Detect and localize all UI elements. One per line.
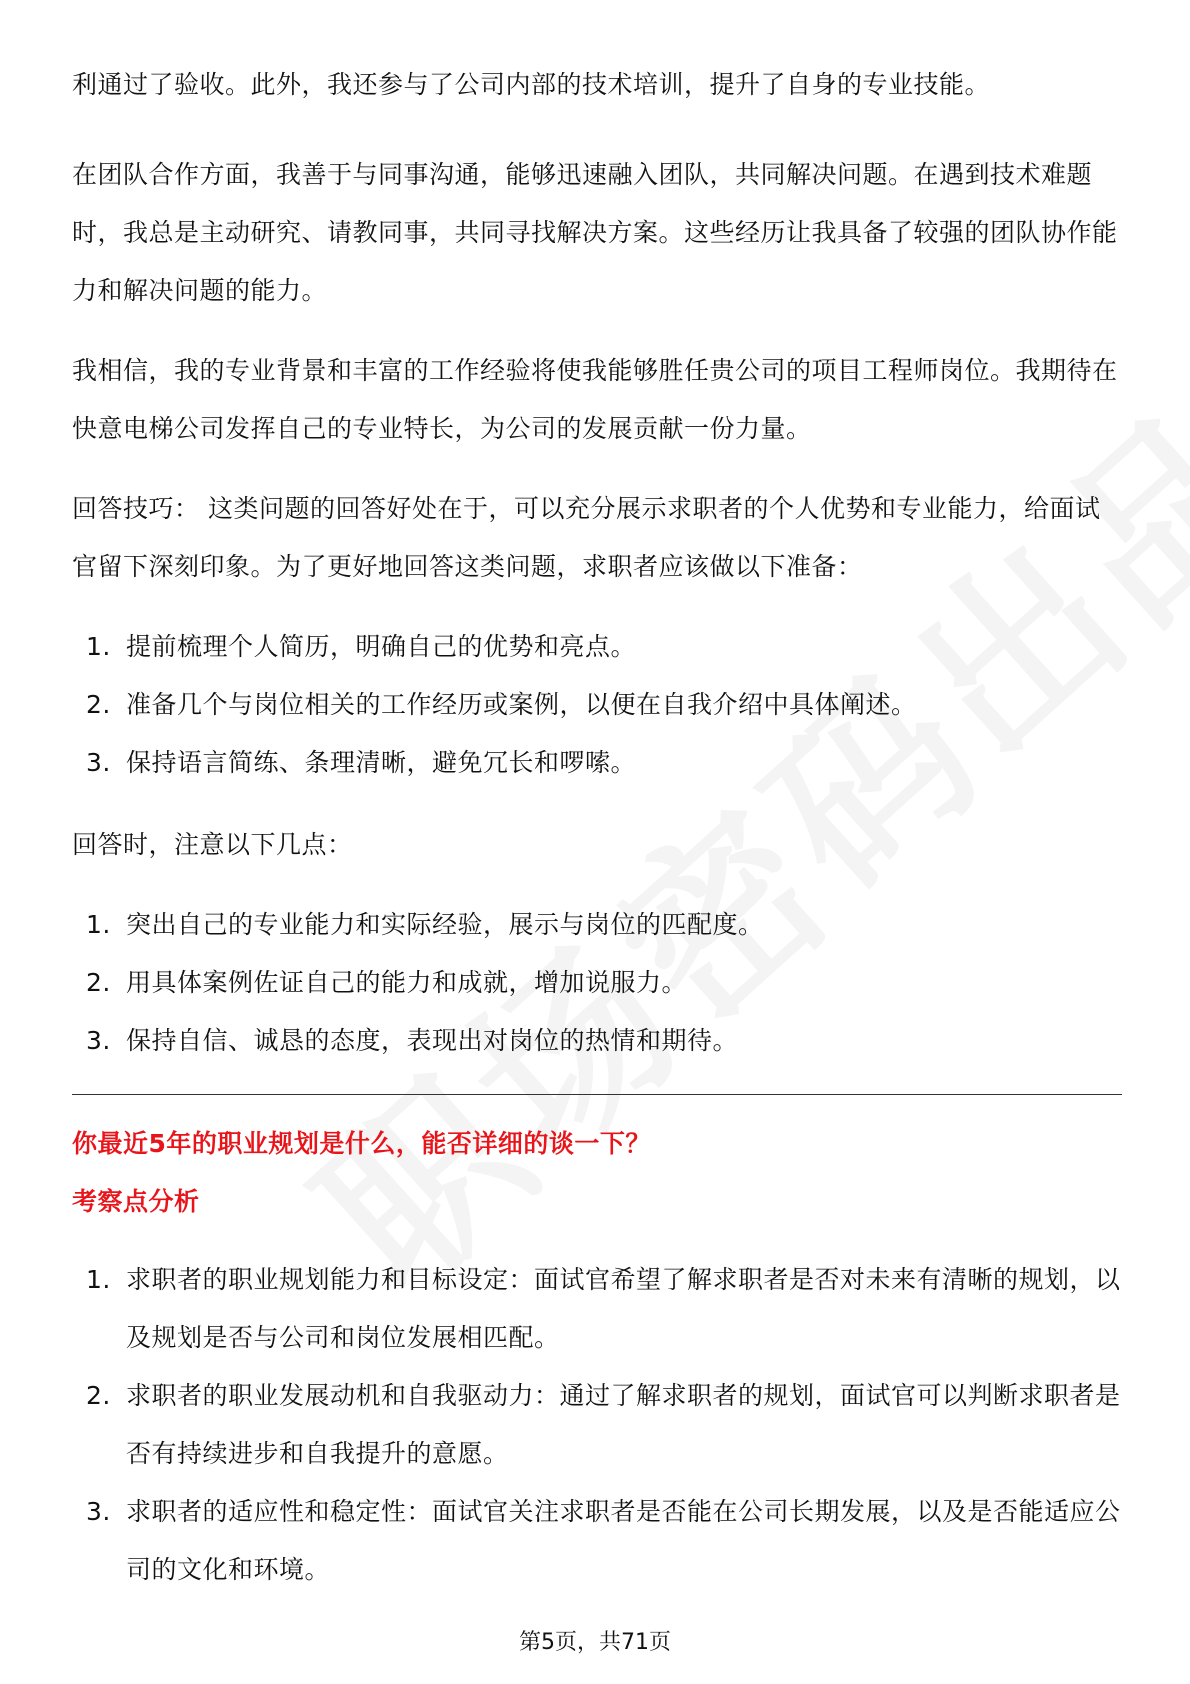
list-item: 3. 保持自信、诚恳的态度，表现出对岗位的热情和期待。: [86, 1026, 739, 1055]
question-title: 你最近5年的职业规划是什么，能否详细的谈一下？: [72, 1129, 651, 1158]
section-divider: [72, 1094, 1122, 1095]
paragraph-confidence: 我相信，我的专业背景和丰富的工作经验将使我能够胜任贵公司的项目工程师岗位。我期待在快意电梯公司发挥自己的专业特长，为公司的发展贡献一份力量。: [72, 356, 1118, 443]
list-item: 2. 用具体案例佐证自己的能力和成就，增加说服力。: [86, 968, 688, 997]
paragraph-attention: 回答时，注意以下几点：: [72, 830, 353, 859]
list-item: 2. 准备几个与岗位相关的工作经历或案例，以便在自我介绍中具体阐述。: [86, 690, 917, 719]
analysis-list: [72, 1251, 1122, 1599]
list-item: 1. 突出自己的专业能力和实际经验，展示与岗位的匹配度。: [86, 910, 764, 939]
paragraph-answer-tips: 回答技巧： 这类问题的回答好处在于，可以充分展示求职者的个人优势和专业能力，给面试官留下深刻印象。为了更好地回答这类问题，求职者应该做以下准备：: [72, 494, 1101, 581]
list-item: 3. 求职者的适应性和稳定性：面试官关注求职者是否能在公司长期发展，以及是否能适应公司的文化和环境。: [86, 1497, 1121, 1584]
page-number: 第5页，共71页: [519, 1630, 671, 1655]
list-item: 3. 保持语言简练、条理清晰，避免冗长和啰嗦。: [86, 748, 637, 777]
analysis-heading: 考察点分析: [72, 1187, 200, 1216]
list-item: 2. 求职者的职业发展动机和自我驱动力：通过了解求职者的规划，面试官可以判断求职者是否有持续进步和自我提升的意愿。: [86, 1381, 1121, 1468]
preparation-list: [72, 618, 1122, 792]
document-page: [72, 56, 1122, 1623]
list-item: 1. 求职者的职业规划能力和目标设定：面试官希望了解求职者是否对未来有清晰的规划，以及规划是否与公司和岗位发展相匹配。: [86, 1265, 1121, 1352]
paragraph-intro-end: 利通过了验收。此外，我还参与了公司内部的技术培训，提升了自身的专业技能。: [72, 70, 991, 99]
list-item: 1. 提前梳理个人简历，明确自己的优势和亮点。: [86, 632, 637, 661]
attention-list: [72, 896, 1122, 1070]
paragraph-teamwork: 在团队合作方面，我善于与同事沟通，能够迅速融入团队，共同解决问题。在遇到技术难题时，我总是主动研究、请教同事，共同寻找解决方案。这些经历让我具备了较强的团队协作能力和解决问题的能力。: [72, 160, 1118, 305]
